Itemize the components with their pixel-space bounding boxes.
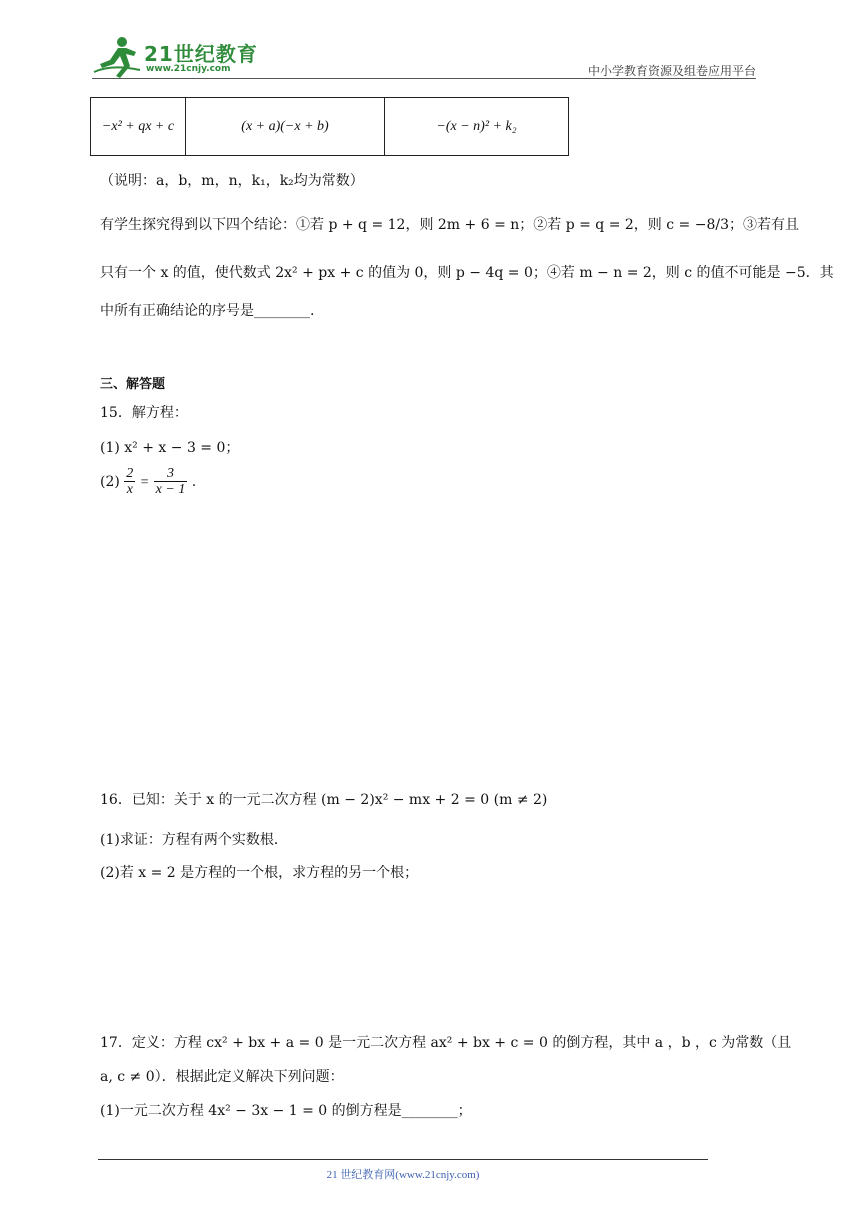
q15-part-1: (1) x² + x − 3 = 0； [100, 440, 240, 456]
q14-line-3: 中所有正确结论的序号是________. [100, 303, 315, 319]
footer-divider [98, 1159, 708, 1160]
fraction [124, 466, 135, 498]
period: . [191, 473, 197, 490]
header-divider [92, 78, 756, 79]
footer-text: 21 世纪教育网(www.21cnjy.com) [326, 1169, 480, 1181]
table-row [91, 98, 569, 156]
logo-text: 21世纪教育 [144, 42, 258, 66]
q15-title: 15．解方程： [100, 405, 188, 421]
q17-line-2: a, c ≠ 0）．根据此定义解决下列问题： [100, 1069, 344, 1085]
logo [92, 34, 262, 80]
q17-line-1: 17．定义：方程 cx² + bx + a = 0 是一元二次方程 ax² + bx + c = 0 的倒方程，其中 a ，b ，c 为常数（且 [100, 1035, 792, 1051]
fraction-numerator: 2 [126, 466, 134, 481]
section-title: 三、解答题 [100, 377, 166, 392]
table-cell: (x + a)(−x + b) [186, 98, 385, 156]
equals-sign: = [139, 474, 150, 490]
runner-logo-icon [92, 34, 144, 80]
table-cell: −(x − n)² + k₂ [385, 98, 569, 156]
q14-line-2: 只有一个 x 的值，使代数式 2x² + px + c 的值为 0，则 p − 4q = 0；④若 m − n = 2，则 c 的值不可能是 −5．其 [100, 265, 834, 281]
q14-line-1: 有学生探究得到以下四个结论：①若 p + q = 12，则 2m + 6 = n；②若 p = q = 2，则 c = −8/3；③若有且 [100, 217, 799, 233]
fraction [154, 466, 188, 498]
constants-note: （说明：a，b，m，n，k₁，k₂均为常数） [100, 173, 364, 189]
q15-part-2-label: (2) [100, 473, 120, 490]
q15-part-2 [100, 466, 196, 498]
logo-url: www.21cnjy.com [146, 64, 231, 74]
fraction-denominator: x − 1 [155, 482, 186, 498]
q17-part-1: (1)一元二次方程 4x² − 3x − 1 = 0 的倒方程是________； [100, 1103, 472, 1119]
table-cell: −x² + qx + c [91, 98, 186, 156]
fraction-denominator: x [126, 482, 133, 498]
q16-title: 16．已知：关于 x 的一元二次方程 (m − 2)x² − mx + 2 = 0 (m ≠ 2) [100, 792, 548, 808]
fraction-numerator: 3 [154, 466, 188, 482]
header-platform-text: 中小学教育资源及组卷应用平台 [587, 64, 756, 78]
formula-table [90, 97, 569, 156]
q16-part-2: (2)若 x = 2 是方程的一个根，求方程的另一个根； [100, 865, 419, 881]
q16-part-1: (1)求证：方程有两个实数根． [100, 832, 288, 848]
